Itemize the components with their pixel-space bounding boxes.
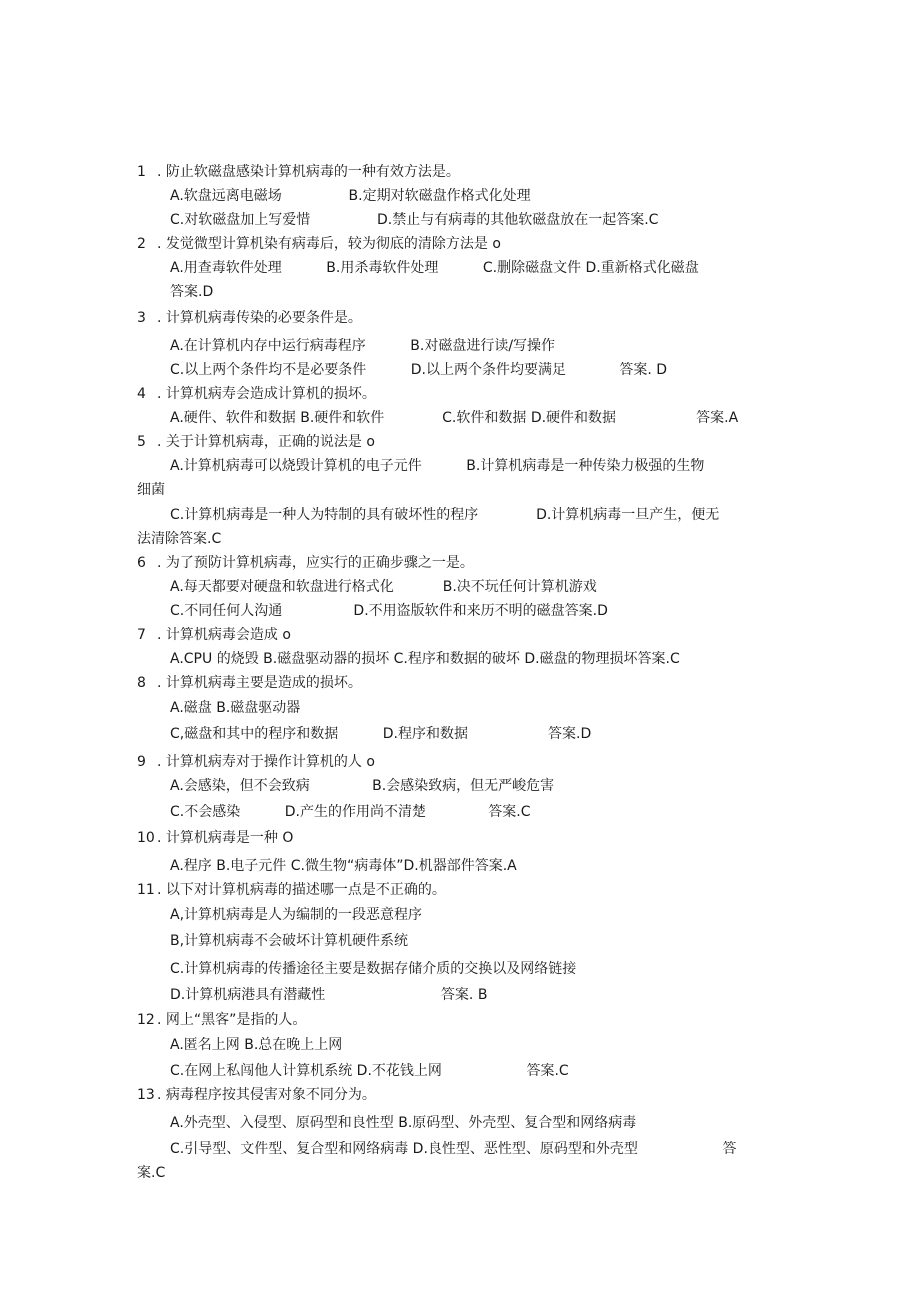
question-stem: . 计算机病毒是一种 O	[157, 830, 294, 846]
question-1	[137, 163, 460, 181]
question-stem: . 计算机病毒会造成 o	[157, 627, 291, 643]
question-stem: . 计算机病毒主要是造成的损坏。	[157, 675, 362, 691]
question-number: 9	[137, 754, 146, 770]
question-10	[137, 829, 293, 847]
continuation-line: 细菌	[137, 482, 165, 498]
question-stem: . 网上“黑客”是指的人。	[157, 1012, 307, 1028]
option-line: C.不会感染 D.产生的作用尚不清楚 答案.C	[170, 804, 531, 820]
question-stem: . 防止软磁盘感染计算机病毒的一种有效方法是。	[157, 164, 460, 180]
question-7	[137, 626, 291, 644]
question-stem: . 关于计算机病毒，正确的说法是 o	[157, 434, 375, 450]
continuation-line: 案.C	[137, 1165, 166, 1181]
question-number: 8	[137, 675, 146, 691]
question-number: 3	[137, 310, 146, 326]
option-line: C.引导型、文件型、复合型和网络病毒 D.良性型、恶性型、原码型和外壳型 答	[170, 1141, 737, 1157]
option-line: A.匿名上网 B.总在晚上上网	[170, 1037, 343, 1053]
option-line: A.会感染，但不会致病 B.会感染致病，但无严峻危害	[170, 778, 555, 794]
question-5	[137, 433, 375, 451]
option-line: A.外壳型、入侵型、原码型和良性型 B.原码型、外壳型、复合型和网络病毒	[170, 1115, 637, 1131]
option-line: A.硬件、软件和数据 B.硬件和软件 C.软件和数据 D.硬件和数据 答案.A	[170, 410, 739, 426]
question-number: 13	[137, 1087, 155, 1103]
question-stem: . 发觉微型计算机染有病毒后，较为彻底的清除方法是 o	[157, 236, 501, 252]
answer-line: 答案.D	[170, 284, 214, 300]
question-number: 6	[137, 555, 146, 571]
question-number: 12	[137, 1012, 155, 1028]
question-11	[137, 881, 446, 899]
option-line: C,磁盘和其中的程序和数据 D.程序和数据 答案.D	[170, 726, 592, 742]
option-line: A,计算机病毒是人为编制的一段恶意程序	[170, 907, 423, 923]
question-stem: . 病毒程序按其侵害对象不同分为。	[157, 1087, 376, 1103]
question-4	[137, 385, 376, 403]
question-number: 2	[137, 236, 146, 252]
question-stem: . 为了预防计算机病毒，应实行的正确步骤之一是。	[157, 555, 474, 571]
option-line: A.在计算机内存中运行病毒程序 B.对磁盘进行读/写操作	[170, 338, 556, 354]
option-line: A.程序 B.电子元件 C.微生物“病毒体”D.机器部件答案.A	[170, 858, 517, 874]
option-line: C.对软磁盘加上写爱惜 D.禁止与有病毒的其他软磁盘放在一起答案.C	[170, 212, 659, 228]
question-9	[137, 753, 375, 771]
option-line: C.不同任何人沟通 D.不用盗版软件和来历不明的磁盘答案.D	[170, 603, 608, 619]
question-8	[137, 674, 362, 692]
question-number: 11	[137, 882, 155, 898]
option-line: C.以上两个条件均不是必要条件 D.以上两个条件均要满足 答案. D	[170, 362, 668, 378]
option-line: C.在网上私闯他人计算机系统 D.不花钱上网 答案.C	[170, 1063, 569, 1079]
option-line: A.每天都要对硬盘和软盘进行格式化 B.决不玩任何计算机游戏	[170, 579, 597, 595]
question-12	[137, 1011, 306, 1029]
continuation-line: 法清除答案.C	[137, 531, 222, 547]
option-line: B,计算机病毒不会破坏计算机硬件系统	[170, 933, 409, 949]
question-number: 4	[137, 386, 146, 402]
question-2	[137, 235, 501, 253]
question-3	[137, 309, 362, 327]
option-line: A.CPU 的烧毁 B.磁盘驱动器的损坏 C.程序和数据的破坏 D.磁盘的物理损坏答案.C	[170, 651, 680, 667]
option-line: A.计算机病毒可以烧毁计算机的电子元件 B.计算机病毒是一种传染力极强的生物	[170, 458, 705, 474]
option-line: A.用查毒软件处理 B.用杀毒软件处理 C.删除磁盘文件 D.重新格式化磁盘	[170, 260, 699, 276]
question-6	[137, 554, 474, 572]
question-stem: . 计算机病寿会造成计算机的损坏。	[157, 386, 376, 402]
question-stem: . 以下对计算机病毒的描述哪一点是不正确的。	[157, 882, 446, 898]
question-13	[137, 1086, 376, 1104]
option-line: C.计算机病毒的传播途径主要是数据存储介质的交换以及网络链接	[170, 961, 577, 977]
option-line: A.软盘远离电磁场 B.定期对软磁盘作格式化处理	[170, 188, 531, 204]
question-stem: . 计算机病寿对于操作计算机的人 o	[157, 754, 375, 770]
question-number: 5	[137, 434, 146, 450]
question-stem: . 计算机病毒传染的必要条件是。	[157, 310, 362, 326]
question-number: 1	[137, 164, 146, 180]
option-line: D.计算机病港具有潜藏性 答案. B	[170, 987, 488, 1003]
option-line: C.计算机病毒是一种人为特制的具有破坏性的程序 D.计算机病毒一旦产生，便无	[170, 507, 720, 523]
question-number: 10	[137, 830, 155, 846]
question-number: 7	[137, 627, 146, 643]
option-line: A.磁盘 B.磁盘驱动器	[170, 700, 301, 716]
